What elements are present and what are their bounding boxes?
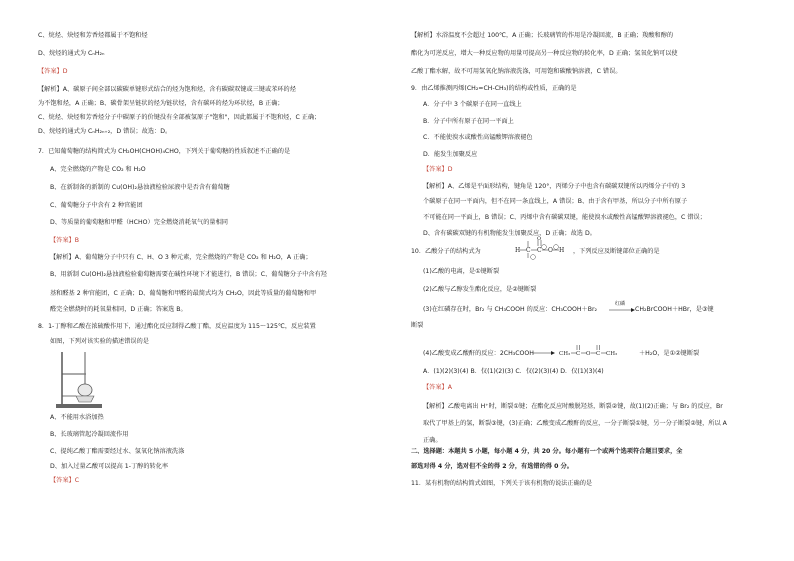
q6-explanation-4: D、烷烃的通式为 CₙH₂ₙ₊₂，D 错误；故选：D。 [38, 128, 172, 135]
q7-stem: 7．已知葡萄糖的结构简式为 CH₂OH(CHOH)₄CHO，下列关于葡萄糖的性质叙述不正确的是 [38, 148, 291, 155]
reflux-apparatus-figure [54, 350, 112, 410]
q7-answer: 【答案】B [50, 237, 79, 244]
q10-reaction-condition: 红磷 [615, 301, 626, 307]
svg-text:O: O [586, 351, 591, 357]
q8-option-b: B、长玻璃管起冷凝回流作用 [50, 431, 129, 438]
svg-text:O: O [537, 236, 542, 242]
q6-answer: 【答案】D [38, 68, 68, 75]
q10-statement-3-tail: 断裂 [411, 322, 424, 329]
q6-explanation-2: 为不饱和烃，A 正确；B、碳骨架呈链状的烃为链状烃，含有碳环的烃为环状烃，B 正确； [38, 100, 284, 107]
acetic-acid-structure [515, 236, 571, 262]
q10-stem: 10．乙酸分子的结构式为 [411, 248, 481, 255]
q8-stem-2: 如图，下列对该实验的描述错误的是 [50, 338, 149, 345]
q9-explanation-2: 个碳原子在同一平面内，但不在同一条直线上，A 错误；B、由于含有甲基，所以分子中所有原子 [423, 198, 688, 205]
q9-answer: 【答案】D [423, 166, 453, 173]
q8-option-d: D、加入过量乙酸可以提高 1-丁醇的转化率 [50, 463, 169, 470]
q8-option-c: C、提纯乙酸丁酯需要经过水、氢氧化钠溶液洗涤 [50, 448, 185, 455]
q10-statement-1: (1)乙酸的电离，是①键断裂 [423, 268, 500, 275]
q6-explanation-1: 【解析】A、碳原子间全部以碳碳单键形式结合的烃为饱和烃，含有碳碳双键或三键或苯环的烃 [38, 86, 296, 93]
q10-options: A．(1)(2)(3)(4) B．仅(1)(2)(3) C．仅(2)(3)(4) D．仅(1)(3)(4) [423, 368, 604, 375]
q9-option-d: D．能发生加聚反应 [423, 151, 478, 158]
q11-stem: 11．某有机物的结构简式如图，下列关于该有机物的说法正确的是 [411, 480, 593, 487]
svg-text:CH₃: CH₃ [606, 351, 618, 357]
q10-stem-tail: ，下列反应及断键部位正确的是 [573, 248, 660, 255]
q10-statement-3: (3)在红磷存在时，Br₂ 与 CH₃COOH 的反应：CH₃COOH＋Br₂ [423, 306, 597, 313]
q10-statement-2: (2)乙酸与乙醇发生酯化反应，是②键断裂 [423, 286, 537, 293]
q10-explanation-3: 正确。 [423, 437, 442, 444]
q6-option-c: C、烷烃、炔烃和芳香烃都属于不饱和烃 [38, 32, 148, 39]
svg-text:C: C [576, 351, 581, 357]
svg-text:C: C [526, 247, 531, 254]
q7-explanation-4: 醛完全燃烧时的耗氧量相同，D 正确；答案选 B。 [50, 306, 187, 313]
section-2-heading-1: 二、选择题：本题共 5 小题，每小题 4 分，共 20 分。每小题有一个或两个选项符合题目要求，全 [411, 448, 683, 455]
q7-explanation-1: 【解析】A、葡萄糖分子中只有 C、H、O 3 种元素，完全燃烧的产物是 CO₂ 和 H₂O，A 正确； [50, 254, 312, 261]
svg-text:CH₃: CH₃ [559, 351, 571, 357]
section-2-heading-2: 部选对得 4 分，选对但不全的得 2 分，有选错的得 0 分。 [411, 463, 573, 470]
q7-explanation-2: B、用新制 Cu(OH)₂悬浊液检验葡萄糖需要在碱性环境下才能进行，B 错误；C、葡萄糖分子中含有羟 [50, 271, 327, 278]
q8-stem-1: 8．1-丁醇和乙酸在浓硫酸作用下，通过酯化反应制得乙酸丁酯，反应温度为 115～125℃，反应装置 [38, 323, 316, 330]
acetic-anhydride-structure [533, 342, 637, 360]
q8-explanation-1: 【解析】水浴温度不会超过 100℃，A 正确；长玻璃管的作用是冷凝回流，B 正确；羧酸和醇的 [411, 32, 674, 39]
svg-text:C: C [537, 247, 542, 254]
svg-text:H: H [559, 247, 565, 254]
q9-option-b: B．分子中所有原子在同一平面上 [423, 118, 514, 125]
q7-option-c: C、葡萄糖分子中含有 2 种官能团 [50, 202, 143, 209]
q7-explanation-3: 基和醛基 2 种官能团，C 正确；D、葡萄糖和甲醛的最简式均为 CH₂O，因此等质量的葡萄糖和甲 [50, 290, 317, 297]
q9-explanation-4: D、含有碳碳双键的有机物能发生加聚反应，D 正确；故选 D。 [423, 230, 596, 237]
q9-explanation-3: 不可能在同一平面上，B 错误；C、丙烯中含有碳碳双键，能使溴水或酸性高锰酸钾溶液褪色，C 错误； [423, 214, 706, 221]
q10-explanation-1: 【解析】乙酸电离出 H⁺时，断裂①键；在酯化反应时酸脱羟基，断裂②键，故(1)(2)正确；与 Br₂ 的反应，Br [423, 403, 723, 410]
q8-explanation-2: 酯化为可逆反应，增大一种反应物的用量可提高另一种反应物的转化率，D 正确；氢氧化钠可以使 [411, 50, 678, 57]
q6-option-d: D、烷烃的通式为 CₙH₂ₙ [38, 50, 105, 57]
q10-statement-3-product: CH₂BrCOOH＋HBr，是③键 [635, 306, 714, 313]
svg-text:C: C [596, 351, 601, 357]
q8-explanation-3: 乙酸丁酯水解，故不可用氢氧化钠溶液洗涤，可用饱和碳酸钠溶液，C 错误。 [411, 68, 622, 75]
q9-explanation-1: 【解析】A、乙烯是平面形结构，键角是 120°，丙烯分子中也含有碳碳双键所以丙烯分子中的 3 [423, 183, 686, 190]
q9-stem: 9．由乙烯推测丙烯(CH₂=CH-CH₃)的结构或性质，正确的是 [411, 85, 577, 92]
q9-option-c: C．不能使溴水或酸性高锰酸钾溶液褪色 [423, 134, 533, 141]
q10-explanation-2: 取代了甲基上的氢，断裂③键，(3)正确；乙酸变成乙酸酐的反应，一分子断裂①键，另一分子断裂②键，所以 A [423, 420, 727, 427]
q8-answer: 【答案】C [50, 477, 80, 484]
q7-option-b: B、在新制备的新制的 Cu(OH)₂悬浊液检验尿液中是否含有葡萄糖 [50, 184, 230, 191]
svg-text:O: O [548, 247, 553, 254]
q7-option-d: D、等质量的葡萄糖和甲醛（HCHO）完全燃烧消耗氧气的量相同 [50, 219, 228, 226]
svg-text:H: H [515, 247, 521, 254]
q10-statement-4-tail: ＋H₂O，是①②键断裂 [639, 350, 700, 357]
reaction-arrow-icon [609, 306, 635, 314]
q10-statement-4: (4)乙酸变成乙酸酐的反应：2CH₃COOH [423, 350, 534, 357]
q9-option-a: A．分子中 3 个碳原子在同一直线上 [423, 101, 522, 108]
q7-option-a: A、完全燃烧的产物是 CO₂ 和 H₂O [50, 166, 146, 173]
q10-answer: 【答案】A [423, 384, 452, 391]
q8-option-a: A、不能用水浴加热 [50, 414, 104, 421]
q6-explanation-3: C、烷烃、炔烃和芳香烃分子中碳原子的价键没有全部被氢原子"饱和"，因此都属于不饱和烃，C 正确； [38, 114, 321, 121]
